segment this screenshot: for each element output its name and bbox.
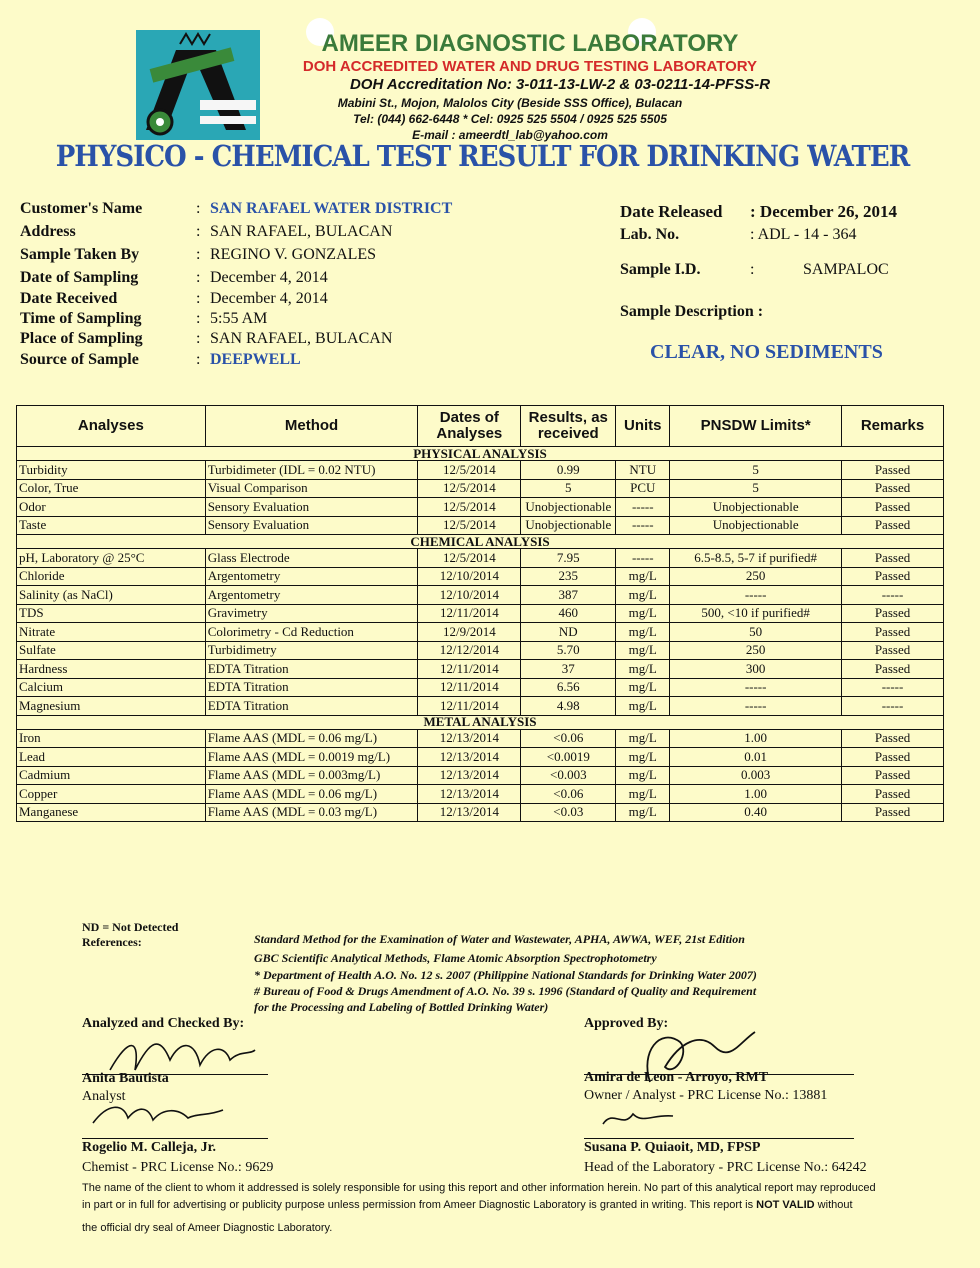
approver2-name: Susana P. Quiaoit, MD, FPSP xyxy=(584,1140,761,1155)
section-row xyxy=(17,535,944,549)
approver1-name: Amira de Leon - Arroyo, RMT xyxy=(584,1070,769,1085)
table-cell: Argentometry xyxy=(205,567,418,586)
table-cell: ----- xyxy=(842,697,944,716)
table-cell: 387 xyxy=(521,586,616,605)
table-cell: 6.5-8.5, 5-7 if purified# xyxy=(670,549,842,568)
table-cell: Colorimetry - Cd Reduction xyxy=(205,623,418,642)
table-cell: Passed xyxy=(842,516,944,535)
table-cell: EDTA Titration xyxy=(205,678,418,697)
table-cell: 12/13/2014 xyxy=(418,729,521,748)
table-cell: Passed xyxy=(842,498,944,517)
disclaimer-not-valid: NOT VALID xyxy=(756,1199,815,1211)
table-cell: 5 xyxy=(521,479,616,498)
table-cell: NTU xyxy=(616,461,670,480)
table-cell: 12/13/2014 xyxy=(418,766,521,785)
table-cell: 6.56 xyxy=(521,678,616,697)
table-cell: 235 xyxy=(521,567,616,586)
table-cell: Visual Comparison xyxy=(205,479,418,498)
table-row xyxy=(17,729,944,748)
table-cell: Passed xyxy=(842,461,944,480)
lab-phone: Tel: (044) 662-6448 * Cel: 0925 525 5504 / 0925 525 5505 xyxy=(353,112,667,126)
table-row xyxy=(17,803,944,822)
col-dates xyxy=(418,406,521,447)
col-dates-line2: Analyses xyxy=(436,425,503,442)
table-cell: Passed xyxy=(842,748,944,767)
table-cell: Flame AAS (MDL = 0.03 mg/L) xyxy=(205,803,418,822)
col-method: Method xyxy=(205,406,418,447)
table-cell: PCU xyxy=(616,479,670,498)
table-row xyxy=(17,498,944,517)
table-cell: ----- xyxy=(616,498,670,517)
table-cell: mg/L xyxy=(616,567,670,586)
table-row xyxy=(17,516,944,535)
table-cell: Passed xyxy=(842,660,944,679)
table-cell: Flame AAS (MDL = 0.06 mg/L) xyxy=(205,785,418,804)
table-cell: Passed xyxy=(842,623,944,642)
table-cell: Gravimetry xyxy=(205,604,418,623)
disclaimer-line2 xyxy=(82,1199,853,1211)
lab-no-value: : ADL - 14 - 364 xyxy=(750,226,857,243)
customer-field-label: Date of Sampling xyxy=(20,269,139,286)
customer-field-value: 5:55 AM xyxy=(210,310,268,327)
table-header-row xyxy=(17,406,944,447)
table-cell: ND xyxy=(521,623,616,642)
reference-line: Standard Method for the Examination of Water and Wastewater, APHA, AWWA, WEF, 21st Edition xyxy=(254,932,745,946)
table-cell: Taste xyxy=(17,516,206,535)
table-cell: Passed xyxy=(842,549,944,568)
customer-field-colon: : xyxy=(196,246,201,263)
table-cell: mg/L xyxy=(616,785,670,804)
table-cell: 12/5/2014 xyxy=(418,461,521,480)
table-cell: Turbidimeter (IDL = 0.02 NTU) xyxy=(205,461,418,480)
table-cell: Iron xyxy=(17,729,206,748)
table-cell: Argentometry xyxy=(205,586,418,605)
table-cell: Lead xyxy=(17,748,206,767)
approver1-title: Owner / Analyst - PRC License No.: 13881 xyxy=(584,1088,828,1103)
col-results-line2: received xyxy=(537,425,599,442)
table-cell: 37 xyxy=(521,660,616,679)
approver2-title: Head of the Laboratory - PRC License No.: 64242 xyxy=(584,1160,867,1175)
table-cell: 50 xyxy=(670,623,842,642)
section-row xyxy=(17,447,944,461)
table-cell: Unobjectionable xyxy=(521,516,616,535)
table-cell: Passed xyxy=(842,479,944,498)
table-cell: 0.003 xyxy=(670,766,842,785)
table-cell: Passed xyxy=(842,641,944,660)
table-cell: 12/13/2014 xyxy=(418,785,521,804)
table-cell: Turbidity xyxy=(17,461,206,480)
table-cell: Passed xyxy=(842,803,944,822)
table-row xyxy=(17,549,944,568)
customer-field-label: Address xyxy=(20,223,76,240)
approver2-signature xyxy=(598,1104,678,1134)
table-cell: Color, True xyxy=(17,479,206,498)
table-cell: 12/11/2014 xyxy=(418,697,521,716)
reference-line: # Bureau of Food & Drugs Amendment of A.O. No. 39 s. 1996 (Standard of Quality and Requirement xyxy=(254,984,757,998)
disclaimer-line2-c: without xyxy=(814,1199,853,1211)
table-cell: Sulfate xyxy=(17,641,206,660)
customer-field-value: SAN RAFAEL, BULACAN xyxy=(210,330,393,347)
disclaimer-line3: the official dry seal of Ameer Diagnostic Laboratory. xyxy=(82,1222,333,1234)
table-cell: 300 xyxy=(670,660,842,679)
table-cell: mg/L xyxy=(616,623,670,642)
sample-description-value: CLEAR, NO SEDIMENTS xyxy=(650,341,883,363)
table-cell: mg/L xyxy=(616,678,670,697)
table-cell: TDS xyxy=(17,604,206,623)
reference-line: for the Processing and Labeling of Bottled Drinking Water) xyxy=(254,1000,549,1014)
table-cell: ----- xyxy=(842,586,944,605)
table-cell: 7.95 xyxy=(521,549,616,568)
analyzed-label: Analyzed and Checked By: xyxy=(82,1016,245,1031)
table-row xyxy=(17,641,944,660)
table-cell: 12/11/2014 xyxy=(418,604,521,623)
disclaimer-line1: The name of the client to whom it addressed is solely responsible for using this report and other information herein. No part of this analytical report may reproduced xyxy=(82,1182,876,1194)
table-row xyxy=(17,678,944,697)
analyst2-name: Rogelio M. Calleja, Jr. xyxy=(82,1140,217,1155)
date-released-label: Date Released xyxy=(620,202,723,221)
table-cell: Flame AAS (MDL = 0.06 mg/L) xyxy=(205,729,418,748)
table-cell: <0.003 xyxy=(521,766,616,785)
reference-line: * Department of Health A.O. No. 12 s. 2007 (Philippine National Standards for Drinking Water 2007) xyxy=(254,968,757,982)
table-cell: Passed xyxy=(842,729,944,748)
table-cell: Flame AAS (MDL = 0.003mg/L) xyxy=(205,766,418,785)
col-remarks: Remarks xyxy=(842,406,944,447)
approved-label: Approved By: xyxy=(584,1016,669,1031)
sample-id-label: Sample I.D. xyxy=(620,261,701,278)
customer-field-colon: : xyxy=(196,290,201,307)
customer-field-label: Place of Sampling xyxy=(20,330,143,347)
table-cell: <0.06 xyxy=(521,785,616,804)
table-cell: 12/10/2014 xyxy=(418,567,521,586)
customer-field-label: Time of Sampling xyxy=(20,310,142,327)
table-cell: Glass Electrode xyxy=(205,549,418,568)
customer-field-colon: : xyxy=(196,269,201,286)
table-cell: ----- xyxy=(670,586,842,605)
lab-no-label: Lab. No. xyxy=(620,226,680,243)
document-title: PHYSICO - CHEMICAL TEST RESULT FOR DRINKING WATER xyxy=(55,140,910,174)
table-cell: ----- xyxy=(842,678,944,697)
col-results-line1: Results, as xyxy=(528,409,608,426)
table-cell: Flame AAS (MDL = 0.0019 mg/L) xyxy=(205,748,418,767)
col-analyses: Analyses xyxy=(17,406,206,447)
table-cell: 0.01 xyxy=(670,748,842,767)
table-cell: EDTA Titration xyxy=(205,660,418,679)
table-cell: 12/9/2014 xyxy=(418,623,521,642)
lab-email: E-mail : ameerdtl_lab@yahoo.com xyxy=(412,128,608,142)
table-cell: ----- xyxy=(616,549,670,568)
table-row xyxy=(17,479,944,498)
section-title: CHEMICAL ANALYSIS xyxy=(17,535,944,549)
table-cell: Magnesium xyxy=(17,697,206,716)
col-units: Units xyxy=(616,406,670,447)
table-cell: 250 xyxy=(670,567,842,586)
table-cell: Unobjectionable xyxy=(670,498,842,517)
table-cell: Passed xyxy=(842,766,944,785)
references-label: References: xyxy=(82,935,142,949)
table-cell: 5.70 xyxy=(521,641,616,660)
table-row xyxy=(17,586,944,605)
table-cell: Hardness xyxy=(17,660,206,679)
table-cell: 460 xyxy=(521,604,616,623)
table-cell: <0.03 xyxy=(521,803,616,822)
customer-field-label: Customer's Name xyxy=(20,200,143,217)
table-row xyxy=(17,697,944,716)
table-cell: mg/L xyxy=(616,803,670,822)
table-row xyxy=(17,623,944,642)
customer-field-label: Date Received xyxy=(20,290,118,307)
col-results xyxy=(521,406,616,447)
disclaimer-line2-a: in part or in full for advertising or publicity purpose unless permission from Ameer Diagnostic Laboratory is granted in writing. This report is xyxy=(82,1199,757,1211)
table-cell: mg/L xyxy=(616,766,670,785)
doh-accreditation: DOH Accreditation No: 3-011-13-LW-2 & 03-0211-14-PFSS-R xyxy=(349,76,771,93)
table-cell: 0.40 xyxy=(670,803,842,822)
customer-field-value: SAN RAFAEL, BULACAN xyxy=(210,223,393,240)
table-cell: Manganese xyxy=(17,803,206,822)
section-title: PHYSICAL ANALYSIS xyxy=(17,447,944,461)
table-cell: Copper xyxy=(17,785,206,804)
col-dates-line1: Dates of xyxy=(439,409,499,426)
table-cell: Turbidimetry xyxy=(205,641,418,660)
table-cell: Chloride xyxy=(17,567,206,586)
table-cell: 5 xyxy=(670,461,842,480)
table-row xyxy=(17,567,944,586)
analyst1-title: Analyst xyxy=(82,1089,126,1104)
customer-field-label: Sample Taken By xyxy=(20,246,140,263)
sample-id-value: SAMPALOC xyxy=(803,261,889,278)
section-title: METAL ANALYSIS xyxy=(17,715,944,729)
sample-id-colon: : xyxy=(750,261,755,278)
customer-field-colon: : xyxy=(196,200,201,217)
customer-field-colon: : xyxy=(196,223,201,240)
analyst1-name: Anita Bautista xyxy=(82,1071,169,1086)
table-cell: 12/5/2014 xyxy=(418,516,521,535)
table-cell: ----- xyxy=(616,516,670,535)
table-cell: Sensory Evaluation xyxy=(205,498,418,517)
customer-field-value: REGINO V. GONZALES xyxy=(210,246,377,263)
table-cell: 12/10/2014 xyxy=(418,586,521,605)
table-cell: 12/13/2014 xyxy=(418,748,521,767)
table-cell: Passed xyxy=(842,785,944,804)
customer-field-colon: : xyxy=(196,330,201,347)
table-cell: EDTA Titration xyxy=(205,697,418,716)
customer-field-colon: : xyxy=(196,351,201,368)
table-cell: Unobjectionable xyxy=(521,498,616,517)
table-cell: 1.00 xyxy=(670,729,842,748)
table-row xyxy=(17,748,944,767)
table-cell: 250 xyxy=(670,641,842,660)
table-cell: 5 xyxy=(670,479,842,498)
table-cell: Passed xyxy=(842,604,944,623)
table-cell: 12/5/2014 xyxy=(418,549,521,568)
table-cell: Calcium xyxy=(17,678,206,697)
date-released-value: : December 26, 2014 xyxy=(750,202,897,221)
table-cell: 12/13/2014 xyxy=(418,803,521,822)
table-cell: Passed xyxy=(842,567,944,586)
table-cell: Nitrate xyxy=(17,623,206,642)
lab-name: AMEER DIAGNOSTIC LABORATORY xyxy=(321,30,739,57)
table-row xyxy=(17,461,944,480)
table-cell: 12/12/2014 xyxy=(418,641,521,660)
customer-field-value: December 4, 2014 xyxy=(210,290,328,307)
table-row xyxy=(17,604,944,623)
sample-description-label: Sample Description : xyxy=(620,303,764,320)
lab-address: Mabini St., Mojon, Malolos City (Beside SSS Office), Bulacan xyxy=(337,96,683,110)
reference-line: GBC Scientific Analytical Methods, Flame Atomic Absorption Spectrophotometry xyxy=(254,951,657,965)
table-cell: Odor xyxy=(17,498,206,517)
table-cell: 1.00 xyxy=(670,785,842,804)
table-cell: 4.98 xyxy=(521,697,616,716)
results-table xyxy=(16,405,944,822)
table-cell: 12/11/2014 xyxy=(418,678,521,697)
table-cell: Salinity (as NaCl) xyxy=(17,586,206,605)
analyst2-title: Chemist - PRC License No.: 9629 xyxy=(82,1160,274,1175)
nd-note: ND = Not Detected xyxy=(82,920,179,934)
table-cell: mg/L xyxy=(616,586,670,605)
table-cell: mg/L xyxy=(616,748,670,767)
customer-field-colon: : xyxy=(196,310,201,327)
table-cell: ----- xyxy=(670,678,842,697)
table-row xyxy=(17,766,944,785)
table-cell: pH, Laboratory @ 25°C xyxy=(17,549,206,568)
table-cell: Cadmium xyxy=(17,766,206,785)
customer-field-label: Source of Sample xyxy=(20,351,139,368)
table-cell: 12/5/2014 xyxy=(418,479,521,498)
accreditation-banner: DOH ACCREDITED WATER AND DRUG TESTING LABORATORY xyxy=(302,58,758,75)
table-cell: 12/11/2014 xyxy=(418,660,521,679)
table-cell: Sensory Evaluation xyxy=(205,516,418,535)
table-cell: mg/L xyxy=(616,604,670,623)
table-cell: Unobjectionable xyxy=(670,516,842,535)
table-cell: 0.99 xyxy=(521,461,616,480)
table-cell: mg/L xyxy=(616,660,670,679)
table-cell: 500, <10 if purified# xyxy=(670,604,842,623)
table-cell: mg/L xyxy=(616,641,670,660)
table-cell: 12/5/2014 xyxy=(418,498,521,517)
section-row xyxy=(17,715,944,729)
customer-field-value: DEEPWELL xyxy=(210,351,301,368)
col-limits: PNSDW Limits* xyxy=(670,406,842,447)
customer-field-value: SAN RAFAEL WATER DISTRICT xyxy=(210,200,453,217)
table-cell: ----- xyxy=(670,697,842,716)
table-cell: <0.0019 xyxy=(521,748,616,767)
table-row xyxy=(17,660,944,679)
table-cell: mg/L xyxy=(616,697,670,716)
customer-field-value: December 4, 2014 xyxy=(210,269,328,286)
table-cell: mg/L xyxy=(616,729,670,748)
table-row xyxy=(17,785,944,804)
table-cell: <0.06 xyxy=(521,729,616,748)
